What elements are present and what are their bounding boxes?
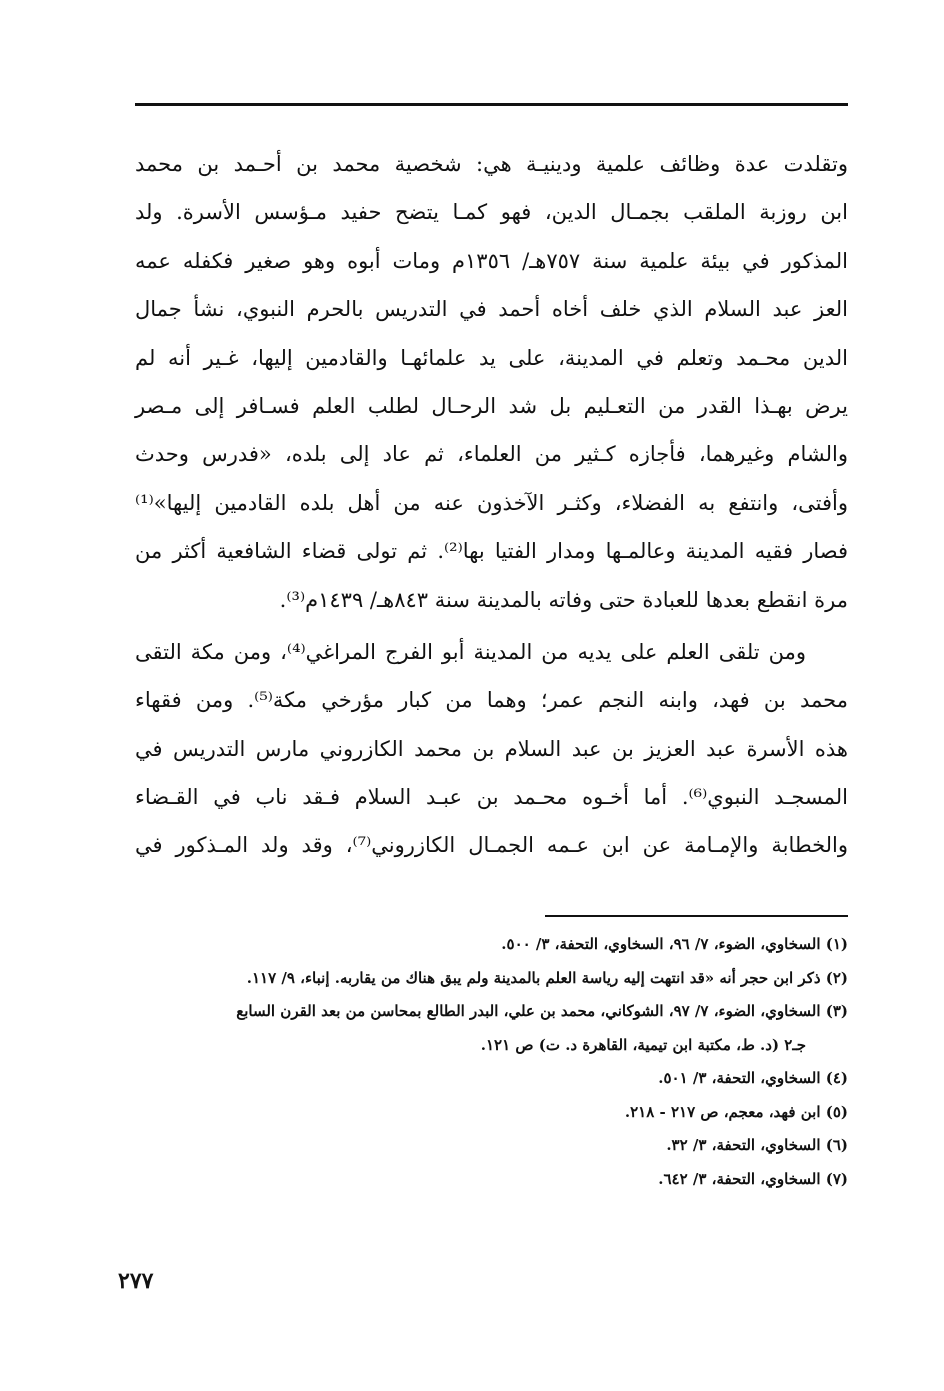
body-line: الدين محـمد وتعلم في المدينة، على يد علمائهـا والقادمين إليها، غـير أنه لم [135, 345, 848, 370]
body-line: هذه الأسرة عبد العزيز بن عبد السلام بن محمد الكازروني مارس التدريس في [135, 736, 848, 761]
footnote-continuation: جـ٢ (د. ط، مكتبة ابن تيمية، القاهرة د. ت) ص ١٢١. [480, 1035, 806, 1054]
body-line: وأفتى، وانتفع به الفضلاء، وكثـر الآخذون عنه من أهل بلده القادمين إليها»⁽¹⁾ [135, 490, 848, 515]
body-line: والشام وغيرهما، فأجازه كـثير من العلماء، ثم عاد إلى بلده، «فدرس وحدث [135, 442, 848, 467]
body-line: ومن تلقى العلم على يديه من المدينة أبو الفرج المراغي⁽⁴⁾، ومن مكة التقى [135, 639, 807, 664]
body-line: والخطابة والإمـامة عن ابن عـمه الجمـال الكازروني⁽⁷⁾، وقد ولد المـذكور في [135, 833, 848, 858]
footnote: (٥) ابن فهد، معجم، ص ٢١٧ - ٢١٨. [624, 1102, 848, 1121]
footnote: (٣) السخاوي، الضوء، ٧/ ٩٧، الشوكاني، محمد بن علي، البدر الطالع بمحاسن من بعد القرن السابع [236, 1002, 848, 1020]
body-line: يرض بهـذا القدر من التعـليم بل شد الرحـال لطلب العلم فسـافر إلى مـصر [135, 393, 848, 418]
footnote: (٦) السخاوي، التحفة، ٣/ ٣٢. [666, 1136, 848, 1154]
body-line: ابن روزبة الملقب بجمـال الدين، فهو كمـا يتضح حفيد مـؤسس الأسرة. ولد [135, 200, 848, 225]
body-line: محمد بن فهد، وابنه النجم عمر؛ وهما من كبار مؤرخي مكة⁽⁵⁾. ومن فقهاء [135, 688, 848, 713]
body-line: وتقلدت عدة وظائف علمية ودينيـة هي: شخصية محمد بن أحـمد بن محمد [135, 152, 848, 176]
page-number: ٢٧٧ [118, 1268, 154, 1294]
footnote: (١) السخاوي، الضوء، ٧/ ٩٦، السخاوي، التحفة، ٣/ ٥٠٠. [501, 935, 848, 953]
footnotes [120, 928, 848, 1196]
footnote: (٢) ذكر ابن حجر أنه «قد انتهت إليه رياسة العلم بالمدينة ولم يبق هناك من يقاربه. إنباء، ٩/ ١١٧. [246, 968, 848, 987]
footnote: (٤) السخاوي، التحفة، ٣/ ٥٠١. [658, 1069, 848, 1087]
footnote-rule [545, 915, 848, 917]
body-line: العز عبد السلام الذي خلف أخاه أحمد في التدريس بالحرم النبوي، نشأ جمال [135, 297, 848, 322]
body-line: المسجـد النبوي⁽⁶⁾. أما أخـوه محـمد بن عبـد السلام فـقد ناب في القـضاء [135, 785, 848, 810]
footnote: (٧) السخاوي، التحفة، ٣/ ٦٤٢. [658, 1169, 848, 1188]
body-line: المذكور في بيئة علمية سنة ٧٥٧هـ/ ١٣٥٦م ومات أبوه وهو صغير فكفله عمه [135, 248, 848, 273]
body-line: فصار فقيه المدينة وعالمـها ومدار الفتيا بها⁽²⁾. ثم تولى قضاء الشافعية أكثر من [135, 539, 848, 564]
body-text [135, 140, 848, 870]
body-line: مرة انقطع بعدها للعبادة حتى وفاته بالمدينة سنة ٨٤٣هـ/ ١٤٣٩م⁽³⁾. [279, 587, 848, 612]
header-rule [135, 103, 848, 106]
